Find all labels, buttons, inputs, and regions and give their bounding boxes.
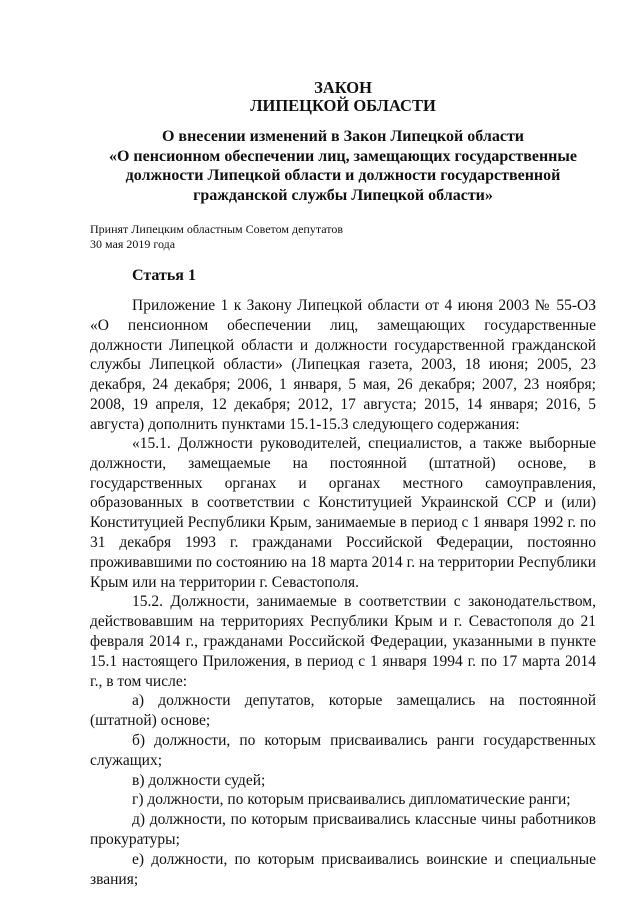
article-title: Статья 1: [132, 267, 196, 284]
list-item-d: д) должности, по которым присваивались классные чины работников прокуратуры;: [90, 811, 596, 848]
subtitle-line: О внесении изменений в Закон Липецкой области: [161, 128, 525, 145]
article-amendment: [90, 434, 596, 889]
subtitle-line: «О пенсионном обеспечении лиц, замещающих государственные: [108, 147, 577, 165]
law-subtitle: [90, 127, 596, 205]
list-item-e: е) должности, по которым присваивались воинские и специальные звания;: [90, 850, 596, 888]
list-item-v: в) должности судей;: [132, 771, 266, 789]
adoption-note: [90, 222, 343, 251]
subtitle-line: должности Липецкой области и должности государственной: [125, 167, 561, 184]
list-item-a: а) должности депутатов, которые замещались на постоянной (штатной) основе;: [90, 692, 596, 730]
list-item-g: г) должности, по которым присваивались дипломатические ранги;: [132, 791, 571, 809]
article-intro: [90, 296, 596, 435]
paragraph: Приложение 1 к Закону Липецкой области от 4 июня 2003 № 55-ОЗ «О пенсионном обеспечении лиц, замещающих государственные должности Липецкой области и должности государственной гражданской службы Липецкой области» (Липецкая газета, 2003, 18 июня; 2005, 23 декабря, 24 декабря; 2006, 1 января, 5 мая, 26 декабря; 2007, 23 ноября; 2008, 19 апреля, 12 декабря; 2012, 17 августа; 2015, 14 января; 2016, 5 августа) дополнить пунктами 15.1-15.3 следующего содержания:: [90, 297, 596, 433]
adoption-body: Принят Липецким областным Советом депутатов: [90, 222, 344, 236]
paragraph-15-1: «15.1. Должности руководителей, специалистов, а также выборные должности, замещаемые на постоянной (штатной) основе, в государственных органах и органах местного самоуправления, образованных в соответствии с Конституцией Украинской ССР и (или) Конституцией Республики Крым, занимаемые в период с 1 января 1992 г. по 31 декабря 1993 г. гражданами Российской Федерации, постоянно проживавшими по состоянию на 18 марта 2014 г. на территории Республики Крым или на территории г. Севастополя.: [90, 435, 596, 591]
adoption-date: 30 мая 2019 года: [90, 236, 176, 251]
paragraph-15-2: 15.2. Должности, занимаемые в соответствии с законодательством, действовавшим на территориях Республики Крым и г. Севастополя до 21 февраля 2014 г., гражданами Российской Федерации, указанными в пункте 15.1 настоящего Приложения, в период с 1 января 1994 г. по 17 марта 2014 г., в том числе:: [90, 593, 596, 690]
law-title: ЗАКОН: [314, 78, 372, 97]
region-title: ЛИПЕЦКОЙ ОБЛАСТИ: [250, 96, 436, 115]
list-item-b: б) должности, по которым присваивались ранги государственных служащих;: [90, 731, 596, 769]
subtitle-line: гражданской службы Липецкой области»: [193, 186, 493, 204]
